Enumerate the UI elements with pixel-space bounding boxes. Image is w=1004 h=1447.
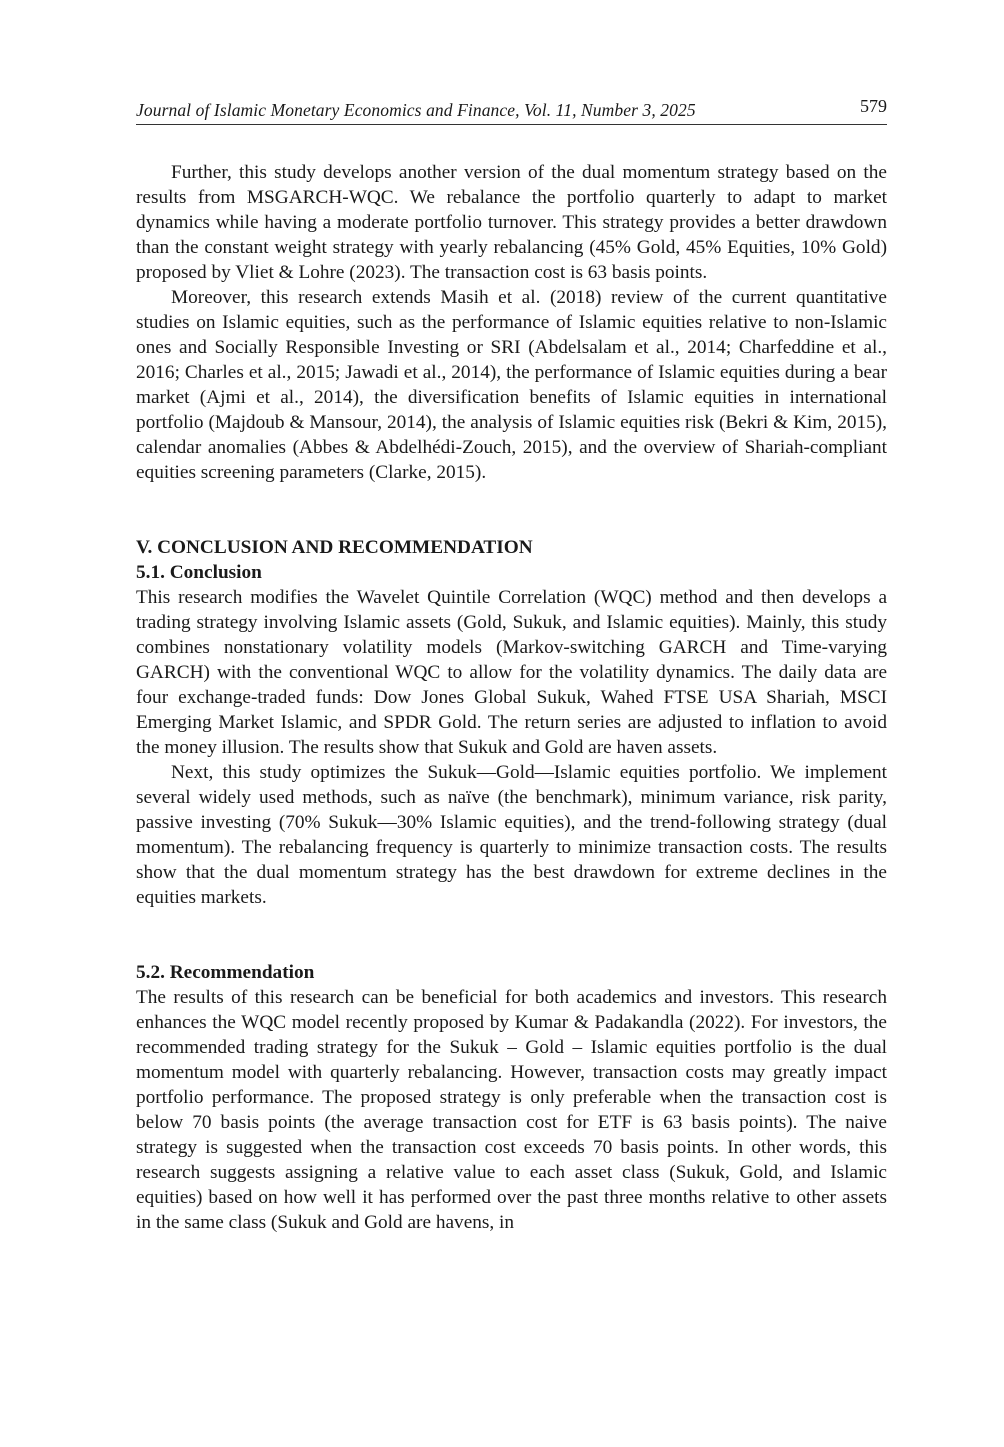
paragraph-recommendation: The results of this research can be beneficial for both academics and investors. This research enhances the WQC model recently proposed by Kumar & Padakandla (2022). For investors, the recommended trading strategy for the Sukuk – Gold – Islamic equities portfolio is the dual momentum model with quarterly rebalancing. However, transaction costs may greatly impact portfolio performance. The proposed strategy is only preferable when the transaction cost is below 70 basis points (the average transaction cost for ETF is 63 basis points). The naive strategy is suggested when the transaction cost exceeds 70 basis points. In other words, this research suggests assigning a relative value to each asset class (Sukuk, Gold, and Islamic equities) based on how well it has performed over the past three months relative to other assets in the same class (Sukuk and Gold are havens, in xyxy=(136,987,887,1233)
subsection-heading-conclusion: 5.1. Conclusion xyxy=(136,562,262,583)
subsection-heading-recommendation: 5.2. Recommendation xyxy=(136,962,315,983)
subsection-spacer xyxy=(136,910,887,960)
page-number: 579 xyxy=(860,96,887,116)
paragraph-literature-review: Moreover, this research extends Masih et al. (2018) review of the current quantitative studies on Islamic equities, such as the performance of Islamic equities relative to non-Islamic ones and Socially Responsible Investing or SRI (Abdelsalam et al., 2014; Charfeddine et al., 2016; Charles et al., 2015; Jawadi et al., 2014), the performance of Islamic equities during a bear market (Ajmi et al., 2014), the diversification benefits of Islamic equities in international portfolio (Majdoub & Mansour, 2014), the analysis of Islamic equities risk (Bekri & Kim, 2015), calendar anomalies (Abbes & Abdelhédi-Zouch, 2015), and the overview of Shariah-compliant equities screening parameters (Clarke, 2015). xyxy=(136,287,887,483)
paragraph-portfolio-optimization: Next, this study optimizes the Sukuk—Gold—Islamic equities portfolio. We implement several widely used methods, such as naïve (the benchmark), minimum variance, risk parity, passive investing (70% Sukuk—30% Islamic equities), and the trend-following strategy (dual momentum). The rebalancing frequency is quarterly to minimize transaction costs. The results show that the dual momentum strategy has the best drawdown for extreme declines in the equities markets. xyxy=(136,762,887,908)
running-header xyxy=(136,94,887,125)
body-text xyxy=(136,160,887,1235)
section-heading: V. CONCLUSION AND RECOMMENDATION xyxy=(136,537,533,558)
paragraph-conclusion: This research modifies the Wavelet Quintile Correlation (WQC) method and then develops a trading strategy involving Islamic assets (Gold, Sukuk, and Islamic equities). Mainly, this study combines nonstationary volatility models (Markov-switching GARCH and Time-varying GARCH) with the conventional WQC to allow for the volatility dynamics. The daily data are four exchange-traded funds: Dow Jones Global Sukuk, Wahed FTSE USA Shariah, MSCI Emerging Market Islamic, and SPDR Gold. The return series are adjusted to inflation to avoid the money illusion. The results show that Sukuk and Gold are haven assets. xyxy=(136,587,887,758)
paragraph-dual-momentum: Further, this study develops another version of the dual momentum strategy based on the results from MSGARCH-WQC. We rebalance the portfolio quarterly to adapt to market dynamics while having a moderate portfolio turnover. This strategy provides a better drawdown than the constant weight strategy with yearly rebalancing (45% Gold, 45% Equities, 10% Gold) proposed by Vliet & Lohre (2023). The transaction cost is 63 basis points. xyxy=(136,162,887,283)
journal-title: Journal of Islamic Monetary Economics and Finance, Vol. 11, Number 3, 2025 xyxy=(136,100,696,120)
section-spacer xyxy=(136,485,887,535)
